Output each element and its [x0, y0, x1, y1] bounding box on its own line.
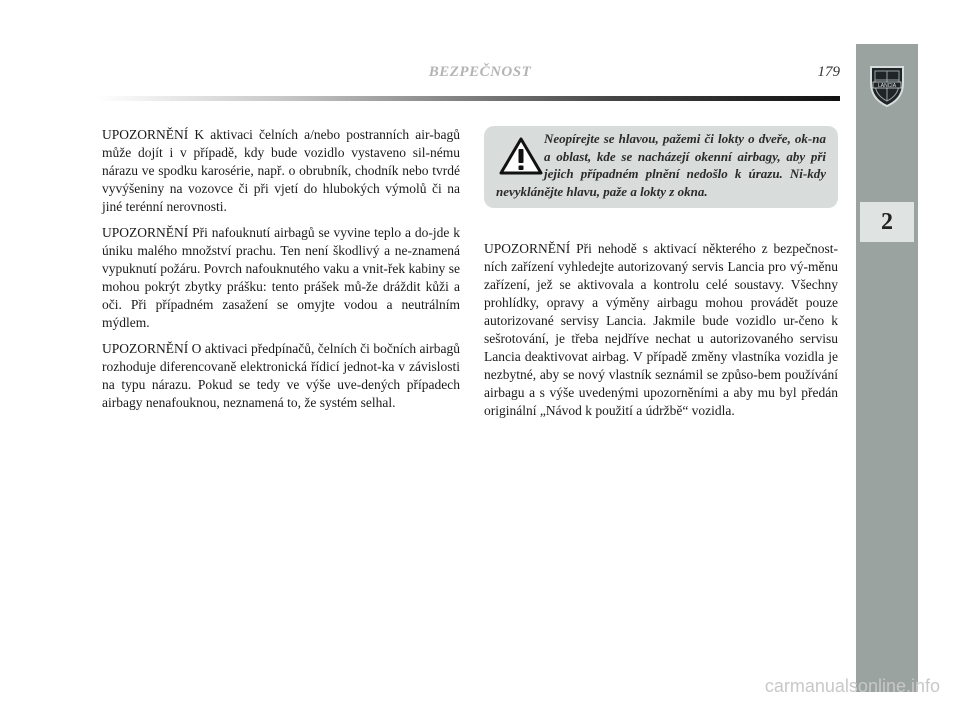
paragraph: UPOZORNĚNÍ Při nafouknutí airbagů se vyvine teplo a do-jde k úniku malého množství prachu. Ten není škodlivý a ne-znamená vypuknutí požáru. Povrch nafouknutého vaku a vnit-řek kabiny se mohou pokrýt zbytky prášku: tento prášek mů-že dráždit kůži a oči. Při případném zasažení se omyjte vodou a neutrálním mýdlem. — [102, 225, 460, 330]
paragraph: UPOZORNĚNÍ Při nehodě s aktivací některého z bezpečnost-ních zařízení vyhledejte autorizovaný servis Lancia pro vý-měnu zařízení, jež se aktivovala a kontrolu celé soustavy. Všechny prohlídky, opravy a výměny airbagu mohou provádět pouze autorizované servisy Lancia. Jakmile bude vozidlo ur-čeno k sešrotování, je třeba nejdříve nechat u autorizovaného servisu Lancia deaktivovat airbag. V případě změny vlastníka vozidla je nezbytné, aby se nový vlastník seznámil se způso-bem používání airbagu a s výše uvedenými upozorněními a aby mu byl předán originální „Návod k použití a údržbě“ vozidla. — [484, 241, 838, 418]
page-number: 179 — [817, 64, 840, 80]
paragraph: UPOZORNĚNÍ O aktivaci předpínačů, čelních či bočních airbagů rozhoduje diferencovaně elektronická řídicí jednot-ka v závislosti na typu nárazu. Pokud se tedy ve výše uve-dených případech airbagy nenafouknou, neznamená to, že systém selhal. — [102, 341, 460, 410]
chapter-number: 2 — [860, 202, 914, 242]
svg-text:LANCIA: LANCIA — [877, 83, 897, 89]
warning-text-block — [496, 130, 826, 200]
warning-triangle-icon — [496, 130, 544, 180]
chapter-side-tab — [856, 44, 918, 692]
warning-text: Neopírejte se hlavou, pažemi či lokty o dveře, ok-na a oblast, kde se nacházejí okenní airbagy, aby při jejich případném plnění nedošlo k úrazu. Ni-kdy nevyklánějte hlavu, paže a lokty z okna. — [496, 131, 826, 199]
lancia-shield-logo-icon — [865, 62, 909, 110]
right-column — [484, 240, 838, 428]
warning-box — [484, 126, 838, 208]
watermark: carmanualsonline.info — [764, 676, 940, 696]
header-rule — [96, 96, 840, 101]
section-title: BEZPEČNOST — [428, 64, 532, 80]
left-column — [102, 126, 460, 420]
paragraph: UPOZORNĚNÍ K aktivaci čelních a/nebo postranních air-bagů může dojít i v případě, kdy bude vozidlo vystaveno sil-nému nárazu ve spodku karosérie, např. o obrubník, chodník nebo tvrdé vyvýšeniny na vozovce či při vjetí do hlubokých výmolů či na jiné terénní nerovnosti. — [102, 127, 460, 214]
